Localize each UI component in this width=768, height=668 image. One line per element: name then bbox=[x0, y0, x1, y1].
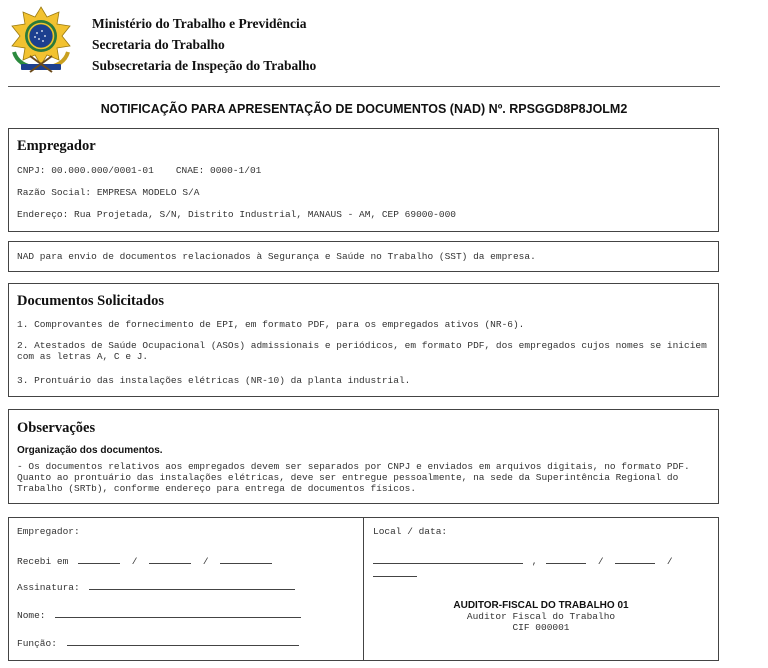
nome-label: Nome: bbox=[17, 610, 46, 621]
observacoes-subheading: Organização dos documentos. bbox=[17, 445, 163, 456]
date-slash: / bbox=[666, 556, 673, 567]
date-slash: / bbox=[131, 556, 138, 567]
local-data-label: Local / data: bbox=[373, 526, 448, 537]
recebi-year-field[interactable] bbox=[220, 554, 272, 564]
brazil-coat-of-arms-icon bbox=[8, 6, 74, 74]
recebi-em-line bbox=[17, 554, 272, 567]
header-line-ministerio: Ministério do Trabalho e Previdência bbox=[92, 16, 307, 31]
recebi-em-label: Recebi em bbox=[17, 556, 69, 567]
documentos-heading: Documentos Solicitados bbox=[17, 293, 165, 309]
document-header bbox=[8, 6, 720, 80]
cnae-value: CNAE: 0000-1/01 bbox=[175, 165, 262, 176]
local-comma: , bbox=[531, 556, 538, 567]
list-item: 2. Atestados de Saúde Ocupacional (ASOs) admissionais e periódicos, em formato PDF, dos empregados cujos nomes se iniciem com as letras A, C e J. bbox=[17, 340, 707, 362]
data-day-field[interactable] bbox=[546, 554, 586, 564]
signature-section bbox=[8, 517, 719, 661]
recebi-month-field[interactable] bbox=[149, 554, 191, 564]
assinatura-field[interactable] bbox=[89, 580, 295, 590]
signature-divider bbox=[363, 518, 364, 660]
cnpj-value: CNPJ: 00.000.000/0001-01 bbox=[17, 165, 154, 176]
header-institution-lines bbox=[92, 13, 316, 76]
endereco: Endereço: Rua Projetada, S/N, Distrito Industrial, MANAUS - AM, CEP 69000-000 bbox=[17, 209, 456, 220]
auditor-name: AUDITOR-FISCAL DO TRABALHO 01 bbox=[453, 600, 629, 611]
data-month-field[interactable] bbox=[615, 554, 655, 564]
date-slash: / bbox=[202, 556, 209, 567]
funcao-line bbox=[17, 636, 299, 649]
list-item: 3. Prontuário das instalações elétricas (NR-10) da planta industrial. bbox=[17, 375, 411, 386]
funcao-label: Função: bbox=[17, 638, 57, 649]
recebi-day-field[interactable] bbox=[78, 554, 120, 564]
nome-field[interactable] bbox=[55, 608, 301, 618]
razao-social: Razão Social: EMPRESA MODELO S/A bbox=[17, 187, 200, 198]
observacoes-section bbox=[8, 409, 719, 504]
document-title: NOTIFICAÇÃO PARA APRESENTAÇÃO DE DOCUMENTOS (NAD) Nº. RPSGGD8P8JOLM2 bbox=[100, 102, 628, 116]
auditor-signature-block bbox=[364, 600, 718, 633]
documentos-section bbox=[8, 283, 719, 397]
nad-purpose-text: NAD para envio de documentos relacionados à Segurança e Saúde no Trabalho (SST) da empresa. bbox=[17, 251, 536, 262]
nad-purpose-section bbox=[8, 241, 719, 272]
local-field[interactable] bbox=[373, 554, 523, 564]
header-line-subsecretaria: Subsecretaria de Inspeção do Trabalho bbox=[92, 58, 317, 73]
assinatura-line bbox=[17, 580, 295, 593]
auditor-role: Auditor Fiscal do Trabalho bbox=[466, 611, 616, 622]
header-line-secretaria: Secretaria do Trabalho bbox=[92, 37, 225, 52]
local-data-line bbox=[373, 554, 718, 580]
empregador-label: Empregador: bbox=[17, 526, 80, 537]
data-year-field[interactable] bbox=[373, 567, 417, 577]
observacoes-heading: Observações bbox=[17, 420, 96, 436]
observacoes-text: - Os documentos relativos aos empregados devem ser separados por CNPJ e enviados em arquivos digitais, no formato PDF. Quanto ao prontuário das instalações elétricas, deve ser entregue pessoalmente, na sede da Superintência Regional do Trabalho (SRTb), conforme endereço para entrega de documentos físicos. bbox=[17, 461, 690, 494]
date-slash: / bbox=[597, 556, 604, 567]
empregador-section bbox=[8, 128, 719, 232]
header-divider bbox=[8, 86, 720, 87]
assinatura-label: Assinatura: bbox=[17, 582, 80, 593]
empregador-heading: Empregador bbox=[17, 138, 96, 154]
nome-line bbox=[17, 608, 301, 621]
list-item: 1. Comprovantes de fornecimento de EPI, em formato PDF, para os empregados ativos (NR-6). bbox=[17, 319, 525, 330]
auditor-cif: CIF 000001 bbox=[512, 622, 570, 633]
funcao-field[interactable] bbox=[67, 636, 299, 646]
cnpj-cnae-line bbox=[17, 165, 261, 176]
